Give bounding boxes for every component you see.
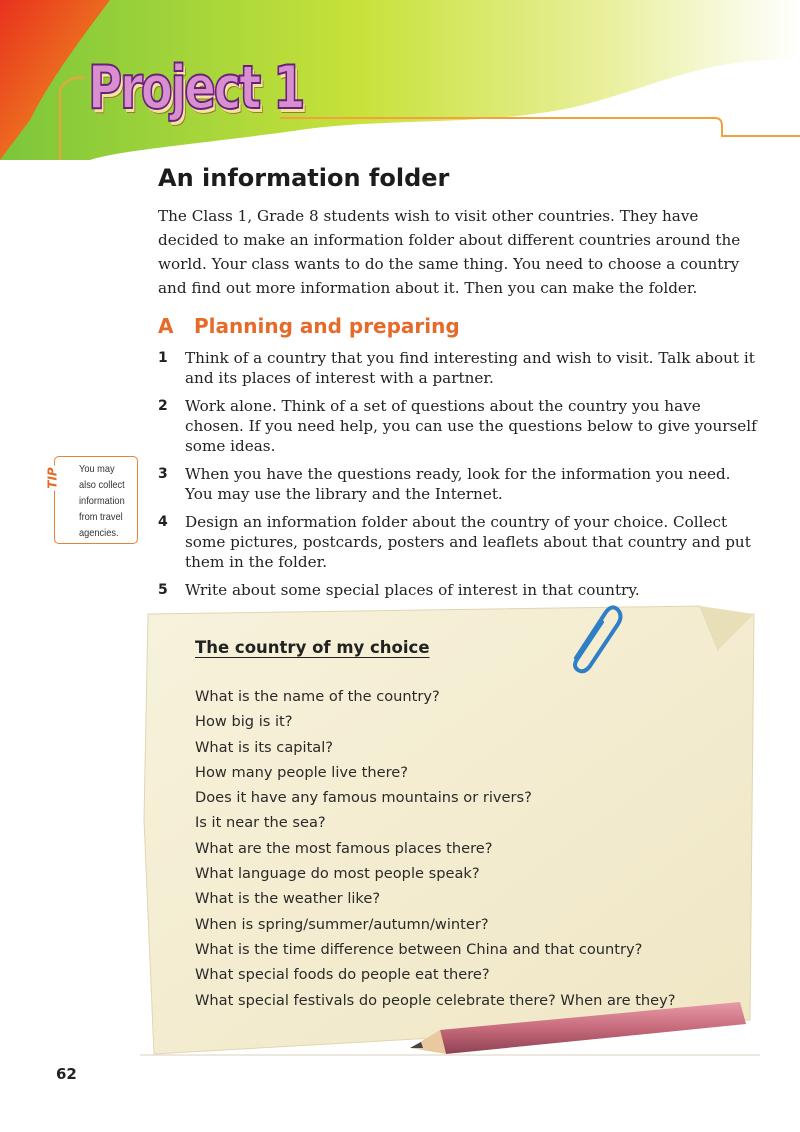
question-item: What special foods do people eat there? [195, 966, 490, 984]
question-item: How big is it? [195, 713, 293, 731]
page-number: 62 [56, 1065, 77, 1083]
section-a-heading [158, 314, 460, 338]
question-item: When is spring/summer/autumn/winter? [195, 915, 489, 933]
step-number: 3 [158, 466, 168, 482]
step-text: Work alone. Think of a set of questions about the country you have chosen. If you need help, you can use the questions below to give yourself some ideas. [185, 397, 757, 455]
question-item: How many people live there? [195, 763, 408, 781]
question-item: What special festivals do people celebrate there? When are they? [195, 991, 676, 1009]
question-item: What is its capital? [195, 738, 334, 756]
step-text: When you have the questions ready, look for the information you need. You may use the library and the Internet. [185, 465, 731, 503]
tip-box [45, 456, 138, 544]
question-item: Is it near the sea? [195, 814, 326, 832]
question-item: What language do most people speak? [195, 865, 480, 883]
tip-label: TIP [45, 467, 60, 489]
question-item: What is the weather like? [195, 890, 381, 908]
step-item [158, 396, 758, 456]
step-item [158, 464, 758, 504]
note-title: The country of my choice [195, 638, 430, 657]
step-number: 4 [158, 514, 168, 530]
project-title: Project 1 [88, 53, 304, 123]
step-item [158, 580, 758, 600]
page-heading: An information folder [158, 164, 450, 192]
questions-list [195, 684, 676, 1013]
intro-paragraph: The Class 1, Grade 8 students wish to visit other countries. They have decided to make an information folder about different countries around the world. Your class wants to do the same thing. You need to choose a country and find out more information about it. Then you can make the folder. [158, 207, 741, 297]
section-title: Planning and preparing [194, 314, 460, 338]
step-number: 2 [158, 398, 168, 414]
step-text: Design an information folder about the country of your choice. Collect some pictures, postcards, posters and leaflets about that country and put them in the folder. [185, 513, 751, 571]
step-text: Think of a country that you find interesting and wish to visit. Talk about it and its places of interest with a partner. [185, 349, 755, 387]
question-item: What is the name of the country? [195, 688, 440, 705]
question-item: Does it have any famous mountains or rivers? [195, 789, 532, 807]
step-number: 1 [158, 350, 168, 366]
step-item [158, 512, 758, 572]
section-letter: A [158, 314, 174, 338]
tip-text: You may also collect information from travel agencies. [79, 463, 125, 539]
question-item: What is the time difference between China and that country? [195, 940, 643, 958]
step-number: 5 [158, 582, 168, 598]
step-text: Write about some special places of interest in that country. [185, 581, 640, 599]
question-item: What are the most famous places there? [195, 839, 493, 857]
step-item [158, 348, 758, 388]
steps-list [158, 348, 758, 608]
